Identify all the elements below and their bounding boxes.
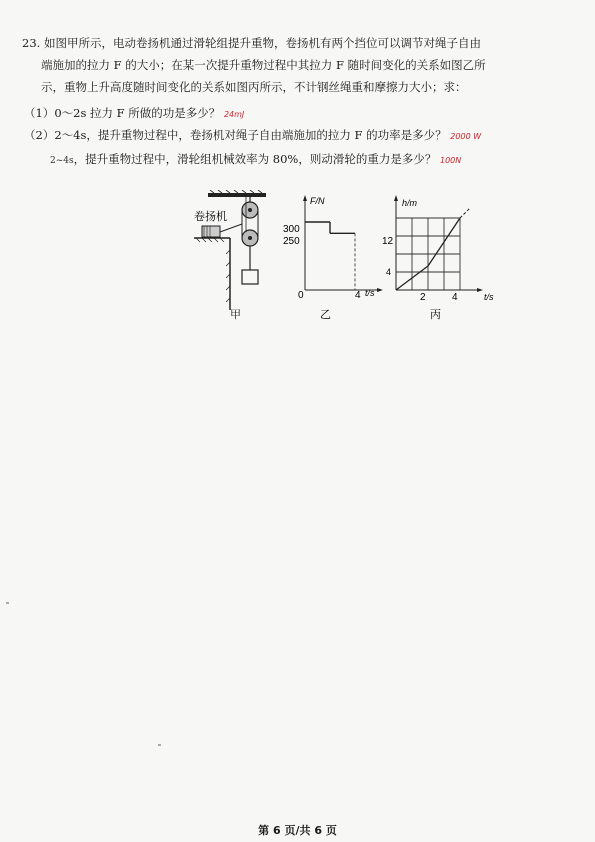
question-stem-line-3: 示，重物上升高度随时间变化的关系如图丙所示，不计钢丝绳重和摩擦力大小；求： — [41, 80, 467, 94]
part-3-handwritten-answer: 100N — [440, 156, 462, 165]
part-3-prefix: 2~4s — [50, 156, 74, 166]
bing-tick-4y: 4 — [386, 267, 392, 277]
winch-motor — [202, 226, 220, 237]
bing-x-arrow-icon — [477, 288, 483, 292]
yi-xlabel: t/s — [365, 288, 375, 298]
ceiling-beam — [208, 193, 266, 197]
bing-tick-2: 2 — [420, 292, 426, 303]
part-1-handwritten-answer: 24mJ — [223, 110, 245, 119]
yi-tick-4: 4 — [355, 290, 361, 301]
question-part-2 — [24, 128, 481, 144]
yi-series — [305, 222, 355, 290]
part-2-handwritten-answer: 2000 W — [450, 132, 482, 141]
yi-caption: 乙 — [320, 309, 331, 321]
question-stem-line-1 — [22, 36, 481, 50]
yi-tick-250: 250 — [283, 236, 300, 247]
bing-tick-4: 4 — [452, 292, 458, 303]
bing-xlabel: t/s — [484, 292, 494, 302]
yi-y-arrow-icon — [303, 195, 307, 201]
part-1-text: （1）0～2s 拉力 F 所做的功是多少？ — [24, 106, 221, 120]
figure-jia-pulley — [194, 190, 266, 310]
bing-series-extension — [460, 208, 470, 218]
yi-x-arrow-icon — [377, 288, 383, 292]
question-stem-line-2: 端施加的拉力 F 的大小；在某一次提升重物过程中其拉力 F 随时间变化的关系如图乙所 — [41, 58, 486, 72]
bing-tick-12: 12 — [382, 236, 394, 247]
yi-origin: 0 — [298, 290, 304, 301]
question-part-3 — [50, 152, 461, 168]
bing-y-arrow-icon — [394, 195, 398, 201]
figure-bing-chart — [382, 195, 494, 321]
page-footer: 第 6 页/共 6 页 — [258, 824, 337, 837]
bing-grid — [396, 218, 460, 290]
jia-caption: 甲 — [230, 308, 241, 321]
scan-speck — [158, 744, 161, 746]
part-3-text: ，提升重物过程中，滑轮组机械效率为 80%，则动滑轮的重力是多少？ — [73, 152, 437, 166]
bing-caption: 丙 — [430, 309, 441, 321]
question-number: 23. — [22, 36, 41, 50]
bing-series — [396, 208, 470, 290]
rope-to-winch — [220, 224, 242, 232]
yi-tick-300: 300 — [283, 224, 300, 235]
part-2-text: （2）2～4s，提升重物过程中，卷扬机对绳子自由端施加的拉力 F 的功率是多少？ — [24, 128, 447, 142]
winch-label: 卷扬机 — [194, 211, 227, 223]
weight-block — [242, 270, 258, 284]
question-part-1 — [24, 106, 244, 122]
ceiling-hatch — [210, 190, 262, 193]
yi-ylabel: F/N — [310, 196, 325, 206]
bing-ylabel: h/m — [402, 198, 418, 208]
figure-yi-chart — [283, 195, 383, 321]
scan-speck — [6, 602, 9, 604]
stem-text-1: 如图甲所示，电动卷扬机通过滑轮组提升重物，卷扬机有两个挡位可以调节对绳子自由 — [43, 36, 481, 50]
